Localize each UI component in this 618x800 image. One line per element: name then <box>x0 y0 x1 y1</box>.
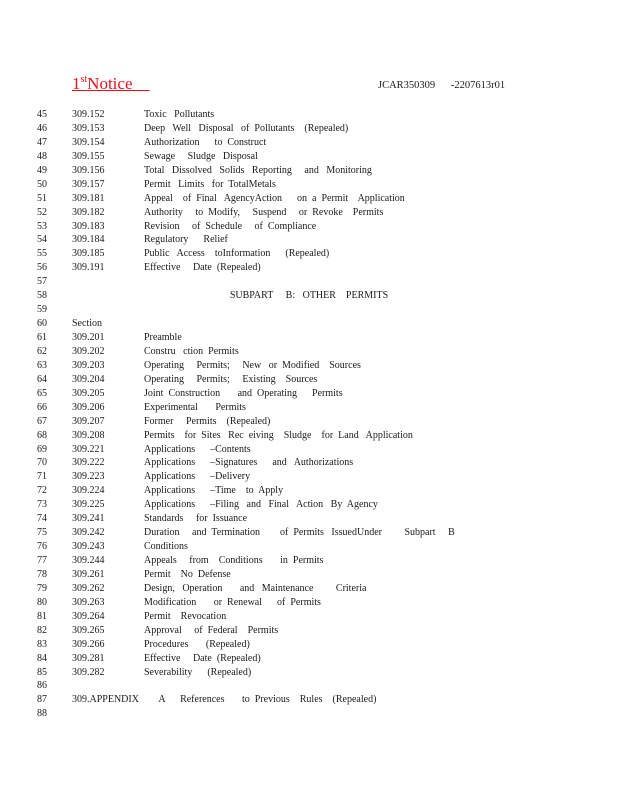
section-number: 309.221 <box>72 443 105 455</box>
section-number: 309.156 <box>72 164 105 176</box>
section-title: Appeals from Conditions in Permits <box>144 555 324 566</box>
line-number: 73 <box>37 499 47 511</box>
table-of-contents <box>0 108 618 721</box>
section-number: 309.266 <box>72 638 105 650</box>
toc-line <box>0 707 618 721</box>
toc-line <box>0 540 618 554</box>
section-title: Deep Well Disposal of Pollutants (Repealed) <box>144 122 349 134</box>
toc-line <box>0 470 618 484</box>
toc-line <box>0 192 618 206</box>
section-number: 309.153 <box>72 122 105 134</box>
section-number: 309.206 <box>72 401 105 413</box>
section-number: 309.201 <box>72 332 105 343</box>
section-number: 309.262 <box>72 582 105 594</box>
toc-line <box>0 317 618 331</box>
line-number: 69 <box>37 443 47 455</box>
line-number: 67 <box>37 415 47 427</box>
line-number: 79 <box>37 582 47 594</box>
section-number: 309.243 <box>72 541 105 553</box>
line-number: 66 <box>37 401 47 413</box>
line-number: 52 <box>37 206 47 218</box>
section-title: Constru ction Permits <box>144 345 239 357</box>
toc-line <box>0 443 618 457</box>
section-title: Applications –Delivery <box>144 471 251 483</box>
section-number: 309.264 <box>72 610 105 622</box>
section-title: Permit No Defense <box>144 568 231 580</box>
section-title: Authorization to Construct <box>144 136 267 148</box>
notice-ordinal: st <box>80 74 88 85</box>
notice-word: Notice <box>87 74 133 93</box>
toc-line <box>0 206 618 220</box>
section-number: 309.181 <box>72 192 105 204</box>
section-title: Experimental Permits <box>144 401 246 413</box>
toc-line <box>0 387 618 401</box>
line-number: 70 <box>37 457 47 469</box>
section-title: Toxic Pollutants <box>144 109 215 120</box>
section-number: 309.204 <box>72 373 105 385</box>
section-title: Approval of Federal Permits <box>144 624 279 636</box>
toc-line <box>0 122 618 136</box>
line-number: 87 <box>37 694 47 706</box>
section-number: 309.207 <box>72 415 105 427</box>
line-number: 57 <box>37 276 47 288</box>
toc-line <box>0 596 618 610</box>
section-title: Standards for Issuance <box>144 513 248 525</box>
toc-line <box>0 233 618 247</box>
toc-line <box>0 150 618 164</box>
line-number: 76 <box>37 541 47 553</box>
line-number: 56 <box>37 262 47 274</box>
toc-line <box>0 345 618 359</box>
section-number: 309.155 <box>72 150 105 162</box>
line-number: 47 <box>37 136 47 148</box>
line-number: 65 <box>37 387 47 399</box>
line-number: 55 <box>37 248 47 260</box>
section-title: Appeal of Final AgencyAction on a Permit Application <box>144 192 405 204</box>
section-title: Public Access toInformation (Repealed) <box>144 248 330 260</box>
toc-line <box>0 429 618 443</box>
line-number: 60 <box>37 318 47 330</box>
notice-number: 1 <box>72 74 81 93</box>
line-number: 48 <box>37 150 47 162</box>
line-number: 83 <box>37 638 47 650</box>
line-number: 61 <box>37 332 47 343</box>
toc-line <box>0 178 618 192</box>
section-number: 309.208 <box>72 429 105 441</box>
toc-line <box>0 261 618 275</box>
section-title: Sewage Sludge Disposal <box>144 150 258 162</box>
toc-line <box>0 456 618 470</box>
toc-line <box>0 582 618 596</box>
toc-line <box>0 108 618 122</box>
notice-heading <box>72 74 150 94</box>
line-number: 62 <box>37 345 47 357</box>
toc-line <box>0 401 618 415</box>
line-number: 77 <box>37 555 47 566</box>
line-number: 81 <box>37 610 47 622</box>
section-title: Applications –Contents <box>144 443 251 455</box>
line-number: 82 <box>37 624 47 636</box>
jcar-code: JCAR350309 -2207613r01 <box>378 80 506 91</box>
line-number: 64 <box>37 373 47 385</box>
line-number: 58 <box>37 290 47 302</box>
section-number: 309.225 <box>72 499 105 511</box>
section-title: Authority to Modify, Suspend or Revoke Permits <box>144 206 384 218</box>
section-title: Severability (Repealed) <box>144 666 252 678</box>
section-number: 309.205 <box>72 387 105 399</box>
section-number: 309.242 <box>72 527 105 539</box>
line-number: 72 <box>37 485 47 497</box>
section-number: 309.282 <box>72 666 105 678</box>
section-number: 309.157 <box>72 178 105 190</box>
line-number: 86 <box>37 680 47 692</box>
section-number: 309.224 <box>72 485 105 497</box>
section-title: Procedures (Repealed) <box>144 638 250 650</box>
section-number: 309.182 <box>72 206 105 218</box>
section-title: Joint Construction and Operating Permits <box>144 387 343 399</box>
toc-line <box>0 373 618 387</box>
line-number: 88 <box>37 708 47 720</box>
toc-line <box>0 303 618 317</box>
section-title: Permit Revocation <box>144 610 227 622</box>
toc-line <box>0 359 618 373</box>
line-number: 53 <box>37 220 47 232</box>
section-number: 309.261 <box>72 568 105 580</box>
section-title: Total Dissolved Solids Reporting and Monitoring <box>144 164 372 176</box>
line-number: 51 <box>37 192 47 204</box>
toc-line <box>0 331 618 345</box>
section-number: 309.185 <box>72 248 105 260</box>
line-number: 45 <box>37 109 47 120</box>
toc-line <box>0 498 618 512</box>
line-number: 46 <box>37 122 47 134</box>
section-number: 309.152 <box>72 109 105 120</box>
toc-line <box>0 289 618 303</box>
line-number: 63 <box>37 359 47 371</box>
line-number: 71 <box>37 471 47 483</box>
section-number: 309.154 <box>72 136 105 148</box>
section-title: Regulatory Relief <box>144 234 228 246</box>
toc-line <box>0 484 618 498</box>
section-number: 309.184 <box>72 234 105 246</box>
line-number: 80 <box>37 596 47 608</box>
appendix-entry: 309.APPENDIX A References to Previous Rules (Repealed) <box>72 694 377 706</box>
section-number: 309.222 <box>72 457 105 469</box>
toc-line <box>0 415 618 429</box>
section-title: Former Permits (Repealed) <box>144 415 271 427</box>
line-number: 50 <box>37 178 47 190</box>
line-number: 85 <box>37 666 47 678</box>
toc-line <box>0 693 618 707</box>
section-title: Revision of Schedule of Compliance <box>144 220 317 232</box>
line-number: 68 <box>37 429 47 441</box>
toc-line <box>0 164 618 178</box>
toc-line <box>0 666 618 680</box>
toc-line <box>0 624 618 638</box>
section-number: 309.241 <box>72 513 105 525</box>
toc-line <box>0 679 618 693</box>
section-title: Preamble <box>144 332 182 343</box>
line-number: 49 <box>37 164 47 176</box>
section-title: Conditions <box>144 541 188 553</box>
toc-line <box>0 554 618 568</box>
toc-line <box>0 652 618 666</box>
line-number: 74 <box>37 513 47 525</box>
section-title: Operating Permits; New or Modified Sources <box>144 359 361 371</box>
toc-line <box>0 512 618 526</box>
section-title: Effective Date (Repealed) <box>144 262 261 274</box>
toc-line <box>0 275 618 289</box>
toc-line <box>0 568 618 582</box>
section-number: 309.263 <box>72 596 105 608</box>
section-title: Applications –Time to Apply <box>144 485 284 497</box>
line-number: 84 <box>37 652 47 664</box>
line-number: 78 <box>37 568 47 580</box>
line-number: 75 <box>37 527 47 539</box>
section-title: Design, Operation and Maintenance Criteria <box>144 582 367 594</box>
section-title: Applications –Filing and Final Action By Agency <box>144 499 378 511</box>
section-title: Applications –Signatures and Authorizations <box>144 457 354 469</box>
line-number: 54 <box>37 234 47 246</box>
toc-line <box>0 526 618 540</box>
section-title: Effective Date (Repealed) <box>144 652 261 664</box>
section-title: Permit Limits for TotalMetals <box>144 178 276 190</box>
section-title: Duration and Termination of Permits IssuedUnder Subpart B <box>144 527 455 539</box>
section-number: 309.191 <box>72 262 105 274</box>
section-number: 309.244 <box>72 555 105 566</box>
section-number: Section <box>72 318 102 330</box>
toc-line <box>0 610 618 624</box>
section-number: 309.281 <box>72 652 105 664</box>
section-title: Permits for Sites Rec eiving Sludge for Land Application <box>144 429 413 441</box>
line-number: 59 <box>37 304 47 316</box>
toc-line <box>0 247 618 261</box>
toc-line <box>0 638 618 652</box>
section-title: Modification or Renewal of Permits <box>144 596 321 608</box>
section-number: 309.265 <box>72 624 105 636</box>
section-number: 309.183 <box>72 220 105 232</box>
section-title: Operating Permits; Existing Sources <box>144 373 318 385</box>
section-number: 309.202 <box>72 345 105 357</box>
toc-line <box>0 220 618 234</box>
toc-line <box>0 136 618 150</box>
section-number: 309.203 <box>72 359 105 371</box>
section-number: 309.223 <box>72 471 105 483</box>
subpart-heading: SUBPART B: OTHER PERMITS <box>229 290 389 302</box>
